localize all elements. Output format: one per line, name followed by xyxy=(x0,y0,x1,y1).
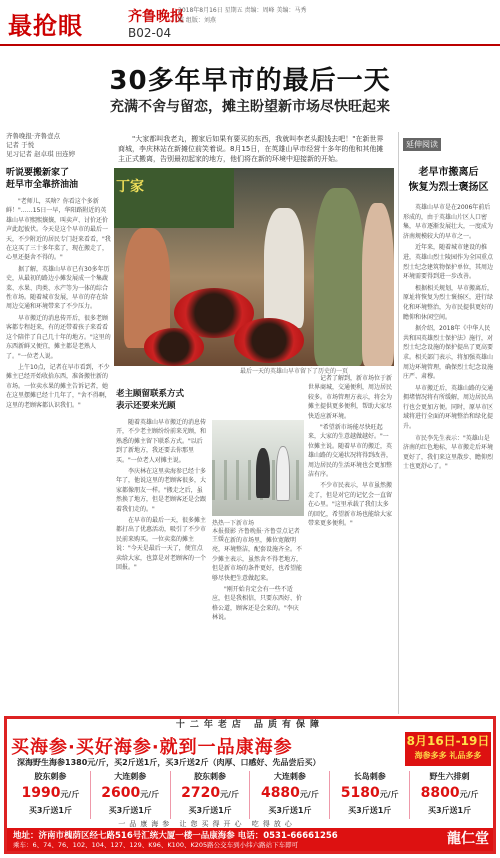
price-item xyxy=(249,771,329,819)
page-meta: 2018年8月16日 星期五 责编：周峰 美编：马秀霞 组版：刘燕 xyxy=(178,7,307,24)
paragraph: 记者了解到，新市场位于新世界商城，交通便利，周边居民较多。市场管理方表示，将会为摊主提供更多便利，帮助大家尽快适应新环境。 xyxy=(308,375,393,420)
photo-caption: 热热一下新市场 本报摄影 齐鲁晚报·齐鲁壹点记者 王媛 xyxy=(212,520,300,543)
product-gift: 买3斤送1斤 xyxy=(28,806,72,815)
ad-dates-sub: 海参多多 礼品多多 xyxy=(414,751,482,760)
paragraph: "希望新市场能尽快旺起来，大家的生意越做越好。"一位摊主说。随着早市的搬迁，英雄山路的交通状况将得到改善，周边居民的生活环境也会更加整洁有序。 xyxy=(308,424,393,479)
price-unit: 元/斤 xyxy=(459,790,479,799)
product-name: 胶东刺参 xyxy=(34,772,67,781)
ad-date-box xyxy=(405,732,491,766)
newspaper-logo: 齐鲁晚报 xyxy=(128,9,184,25)
paragraph: 不少市民表示，早市虽然搬走了，但是对它的记忆会一直留在心里。"这里承载了我们太多的回忆，希望新市场也能给大家带来更多便利。" xyxy=(308,482,393,528)
product-gift: 买3斤送1斤 xyxy=(427,806,472,815)
paragraph: 早市搬迁的消息传开后，很多老顾客都专程赶来，有的还带着孩子来看看这个陪伴了自己几十年的地方。"这里的东西新鲜又便宜，摊主都是老熟人了。"一位老人说。 xyxy=(6,314,111,360)
lead-paragraph: "大家都叫我老丸，搬家后如果有要买的东西，我就叫李老头跟钱去吧！"在新世界商城，李庆林站在新摊位前笑着说。8月15日，在英雄山早市经营十多年的他和其他摊主正式搬离，告别最初起家的地方，他们将在新的环境中迎接新的开始。 xyxy=(118,135,384,163)
byline-line: 齐鲁晚报·齐鲁壹点 xyxy=(6,132,61,140)
customer-figure xyxy=(264,208,304,328)
price-value: 2720 xyxy=(181,785,221,801)
ad-slogan: 一品康海参 让您买得开心 吃得放心 xyxy=(118,820,296,828)
paragraph: "老师儿，买啥？你看这个多新鲜！"……15日一早，华阳路附近的英雄山早市熙熙攘攘，叫卖声、讨价还价声此起彼伏。今天是这个早市的最后一天，不少附近的居民专门赶来看看，"我在这买了三十多年菜了，现在搬走了，心里还挺舍不得的。" xyxy=(6,198,111,262)
product-name: 胶东刺参 xyxy=(194,772,227,781)
byline xyxy=(6,132,112,159)
photo-caption: 最后一天的英雄山早市留下了历史的一页 xyxy=(240,368,349,375)
price-value: 1990 xyxy=(21,785,61,801)
section-heading: 老主顾留联系方式 表示还要来光顾 xyxy=(116,389,185,411)
article-body xyxy=(116,418,208,573)
stall-sign: 丁家 xyxy=(116,179,144,195)
price-unit: 元/斤 xyxy=(220,790,240,799)
page-number: B02-04 xyxy=(128,26,172,40)
price-item xyxy=(11,771,90,819)
section-title: 最抢眼 xyxy=(8,12,83,40)
product-price xyxy=(250,783,329,805)
price-item xyxy=(329,771,409,819)
price-grid xyxy=(11,771,489,819)
price-unit: 元/斤 xyxy=(140,790,160,799)
ad-bus-info: 乘车：6、74、76、102、104、127、129、K96、K100、K205路公交车到小纬六路站下车即可 xyxy=(13,841,299,849)
paragraph: 据了解，英雄山早市已有30多年历史，从最初的路边小摊发展成一个集蔬菜、水果、肉类、水产等为一体的综合性市场。随着城市发展，早市的存在给周边交通和环境带来了不少压力。 xyxy=(6,265,110,311)
left-column xyxy=(6,132,112,714)
byline-line: 见习记者 赵卓琪 田连婷 xyxy=(6,150,76,158)
article-body xyxy=(403,203,494,472)
ad-tagline: 十二年老店 品质有保障 xyxy=(175,720,325,730)
section-heading: 听说要搬新家了 赶早市全靠挤油油 xyxy=(6,168,79,190)
ad-dates: 8月16日-19日 xyxy=(406,734,490,748)
basin xyxy=(144,328,204,366)
paragraph: 根据相关规划，早市搬离后，原址将恢复为烈士褒扬区，进行绿化和环境整治，为市民提供更好的瞻仰和休闲空间。 xyxy=(403,284,494,321)
ad-promo: 深海野生海参1380元/斤，买2斤送1斤，买3斤送2斤（肉厚、口感好、先品尝后买） xyxy=(17,758,321,767)
article-body xyxy=(6,197,112,410)
page-header xyxy=(0,0,500,46)
product-name: 大连刺参 xyxy=(114,772,147,781)
headline: 30多年早市的最后一天 xyxy=(109,66,391,96)
price-item xyxy=(409,771,489,819)
right-column xyxy=(398,132,494,714)
price-item xyxy=(90,771,170,819)
brand-logo: 龍仁堂 xyxy=(447,831,489,847)
product-price xyxy=(171,783,250,805)
paragraph: 上午10点，记者在早市看到，不少摊主已经开始收拾东西，准备搬往新的市场。一位卖水果的摊主告诉记者，她在这里摆摊已经十几年了，"舍不得啊，这里的老顾客都认识我们。" xyxy=(6,363,111,409)
price-unit: 元/斤 xyxy=(299,790,319,799)
middle-column xyxy=(116,374,208,714)
price-value: 5180 xyxy=(340,785,380,801)
paragraph: 近年来，随着城市建设的推进，英雄山烈士陵园作为全国重点烈士纪念建筑物保护单位，其周边环境需要得到进一步改善。 xyxy=(403,244,494,281)
customer-figure xyxy=(276,446,290,501)
product-gift: 买3斤送1斤 xyxy=(188,806,232,815)
product-price xyxy=(11,783,90,805)
product-price xyxy=(91,783,170,805)
product-name: 长岛刺参 xyxy=(353,772,386,781)
price-value: 2600 xyxy=(101,785,141,801)
price-value: 4880 xyxy=(260,785,300,801)
paragraph: 市民李先生表示："英雄山是济南的红色地标，早市搬走后环境更好了，我们来这里散步、瞻仰烈士也更舒心了。" xyxy=(403,434,494,471)
ad-contact-bar xyxy=(7,828,493,851)
product-name: 野生六排刺 xyxy=(429,772,470,781)
advertisement xyxy=(4,716,496,854)
paragraph: 在早市的最后一天，很多摊主都打出了优惠活动，吸引了不少市民前来购买。一位卖菜的摊主说："今天是最后一天了，便宜点卖给大家，也算是对老顾客的一个回报。" xyxy=(116,517,207,572)
column-tag: 延伸阅读 xyxy=(403,138,441,151)
new-market-photo xyxy=(212,420,304,516)
paragraph: 随着英雄山早市搬迁的消息传开，不少老主顾纷纷前来光顾，和熟悉的摊主留下联系方式。"以后到了新地方，我还要去你那里买。"一位老人对摊主说。 xyxy=(116,419,207,464)
customer-figure xyxy=(256,448,270,498)
product-gift: 买3斤送1斤 xyxy=(108,806,152,815)
section-heading: 老早市搬离后 恢复为烈士褒扬区 xyxy=(408,167,489,193)
paragraph: 早市搬迁后，英雄山路的交通拥堵情况将有所缓解，周边居民出行也会更加方便。同时，原早市区域将进行全面的环境整治和绿化提升。 xyxy=(403,384,494,431)
product-gift: 买3斤送1斤 xyxy=(268,806,312,815)
product-name: 大连刺参 xyxy=(273,772,306,781)
paragraph: 李庆林在这里卖海参已经十多年了，他说这里的老顾客很多，大家都像朋友一样。"搬走之后，虽然换了地方，但是老顾客还是会跟着我们走的。" xyxy=(116,468,207,513)
subheadline: 充满不舍与留恋，摊主盼望新市场尽快旺起来 xyxy=(110,99,390,115)
market-photo xyxy=(114,168,394,366)
byline-line: 记者 于悦 xyxy=(6,141,35,149)
price-value: 8800 xyxy=(420,785,460,801)
basin xyxy=(234,318,304,363)
price-item xyxy=(170,771,250,819)
product-gift: 买3斤送1斤 xyxy=(348,806,392,815)
customer-figure xyxy=(362,203,394,366)
product-price xyxy=(330,783,409,805)
paragraph: 据介绍，2018年《中华人民共和国英雄烈士保护法》施行，对烈士纪念设施的保护提出了更高要求。相关部门表示，将加强英雄山周边环境管理，确保烈士纪念设施庄严、肃穆。 xyxy=(403,325,494,381)
paragraph: 英雄山早市是在2006年前后形成的，由于英雄山片区人口密集，早市逐渐发展壮大，一度成为济南规模较大的早市之一。 xyxy=(403,204,494,240)
stall-awning xyxy=(114,168,234,228)
article-column xyxy=(308,374,394,714)
price-unit: 元/斤 xyxy=(60,790,80,799)
ad-address: 地址：济南市槐荫区经七路516号汇统大厦一楼一品康海参 电话：0531-66661256 xyxy=(13,831,338,841)
price-unit: 元/斤 xyxy=(379,790,399,799)
paragraph: 在新的市场里，摊位宽敞明亮，环境整洁，配套设施齐全。不少摊主表示，虽然舍不得老地方，但是新市场的条件更好，也希望能够尽快把生意做起来。 xyxy=(212,537,303,582)
product-price xyxy=(410,783,489,805)
ad-headline: 买海参·买好海参·就到一品康海参 xyxy=(11,737,293,758)
paragraph: "刚开始肯定会有一些不适应，但是我相信，只要东西好、价格公道，顾客还是会来的。"李庆林说。 xyxy=(212,586,303,622)
article-column xyxy=(212,536,304,714)
customer-figure xyxy=(314,188,364,366)
